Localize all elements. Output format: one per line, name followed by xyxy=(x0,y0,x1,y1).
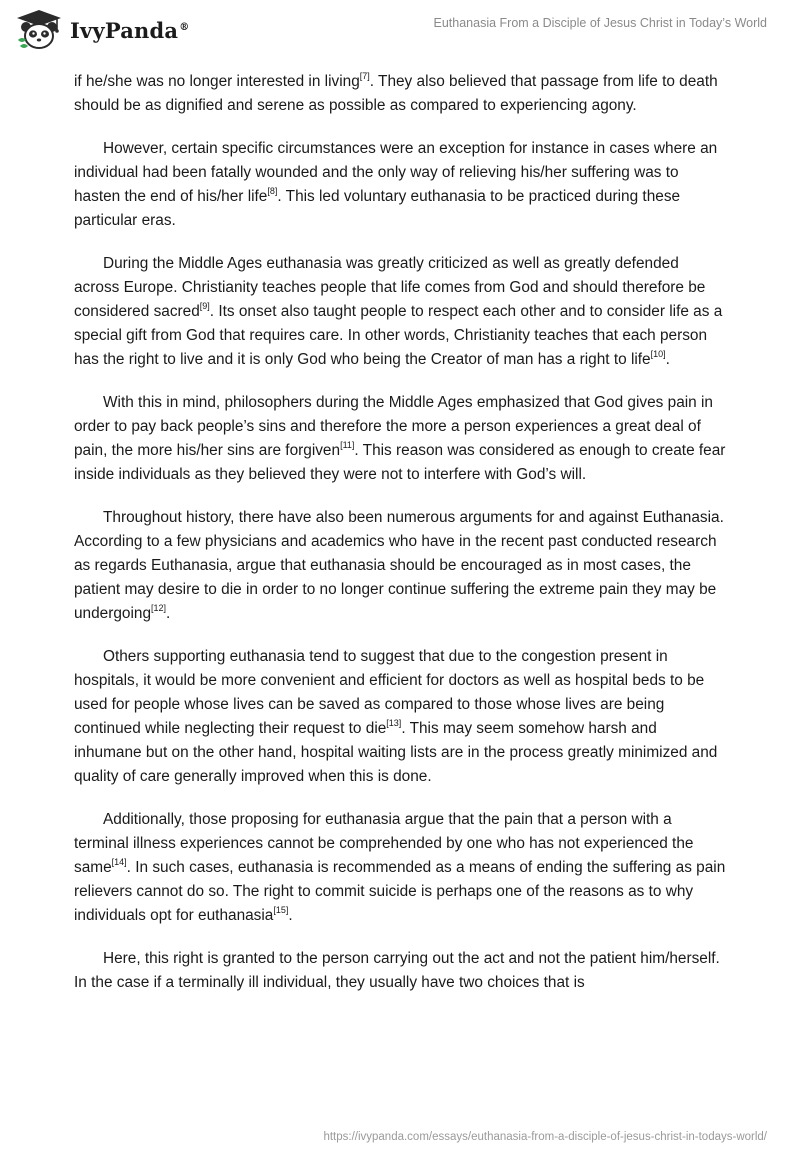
ivypanda-logo[interactable] xyxy=(14,8,189,52)
paragraph: Throughout history, there have also been numerous arguments for and against Euthanasia. According to a few physicians and academics who have in the recent past conducted research as regards Euthanasia, argue that euthanasia should be encouraged as in most cases, the patient may desire to die in order to no longer continue suffering the extreme pain they may be undergoing[12]. xyxy=(74,509,724,622)
document-title: Euthanasia From a Disciple of Jesus Christ in Today’s World xyxy=(433,16,767,30)
registered-mark: ® xyxy=(179,21,190,33)
paragraph: Here, this right is granted to the person carrying out the act and not the patient him/herself. In the case if a terminally ill individual, they usually have two choices that is xyxy=(74,950,720,991)
citation-ref[interactable]: [9] xyxy=(199,300,210,311)
citation-ref[interactable]: [10] xyxy=(650,348,666,359)
citation-ref[interactable]: [14] xyxy=(111,856,127,867)
essay-body xyxy=(74,70,726,1014)
paragraph: With this in mind, philosophers during the Middle Ages emphasized that God gives pain in order to pay back people’s sins and therefore the more a person experiences a great deal of pain, the more his/her sins are forgiven[11]. This reason was considered as enough to create fear inside individuals as they believed they were not to interfere with God’s will. xyxy=(74,394,726,483)
citation-ref[interactable]: [12] xyxy=(151,602,167,613)
citation-ref[interactable]: [7] xyxy=(359,70,370,81)
logo-wordmark: IvyPanda® xyxy=(70,17,190,43)
citation-ref[interactable]: [11] xyxy=(340,439,355,450)
paragraph: if he/she was no longer interested in living[7]. They also believed that passage from life to death should be as dignified and serene as possible as compared to experiencing agony. xyxy=(74,70,718,114)
paragraph: Others supporting euthanasia tend to suggest that due to the congestion present in hospitals, it would be more convenient and efficient for doctors as well as hospital beds to be used for people whose lives can be saved as compared to those whose lives are being continued while neglecting their request to die[13]. This may seem somehow harsh and inhumane but on the other hand, hospital waiting lists are in the process greatly minimized and quality of care generally improved when this is done. xyxy=(74,648,718,785)
paragraph: However, certain specific circumstances were an exception for instance in cases where an individual had been fatally wounded and the only way of relieving his/her suffering was to hasten the end of his/her life[8]. This led voluntary euthanasia to be practiced during these particular eras. xyxy=(74,140,718,229)
citation-ref[interactable]: [13] xyxy=(386,717,402,728)
source-url[interactable]: https://ivypanda.com/essays/euthanasia-from-a-disciple-of-jesus-christ-in-todays-world/ xyxy=(323,1131,767,1143)
paragraph: During the Middle Ages euthanasia was greatly criticized as well as greatly defended across Europe. Christianity teaches people that life comes from God and should therefore be considered sacred[9]. Its onset also taught people to respect each other and to consider life as a special gift from God that requires care. In other words, Christianity teaches that each person has the right to live and it is only God who being the Creator of man has a right to life[10]. xyxy=(74,255,723,368)
citation-ref[interactable]: [15] xyxy=(273,904,289,915)
page-header xyxy=(0,0,800,66)
panda-graduate-icon xyxy=(14,8,64,52)
citation-ref[interactable]: [8] xyxy=(267,185,278,196)
paragraph: Additionally, those proposing for euthanasia argue that the pain that a person with a terminal illness experiences cannot be comprehended by one who has not experienced the same[14]. In such cases, euthanasia is recommended as a means of ending the suffering as pain relievers cannot do so. The right to commit suicide is perhaps one of the reasons as to why individuals opt for euthanasia[15]. xyxy=(74,811,726,924)
